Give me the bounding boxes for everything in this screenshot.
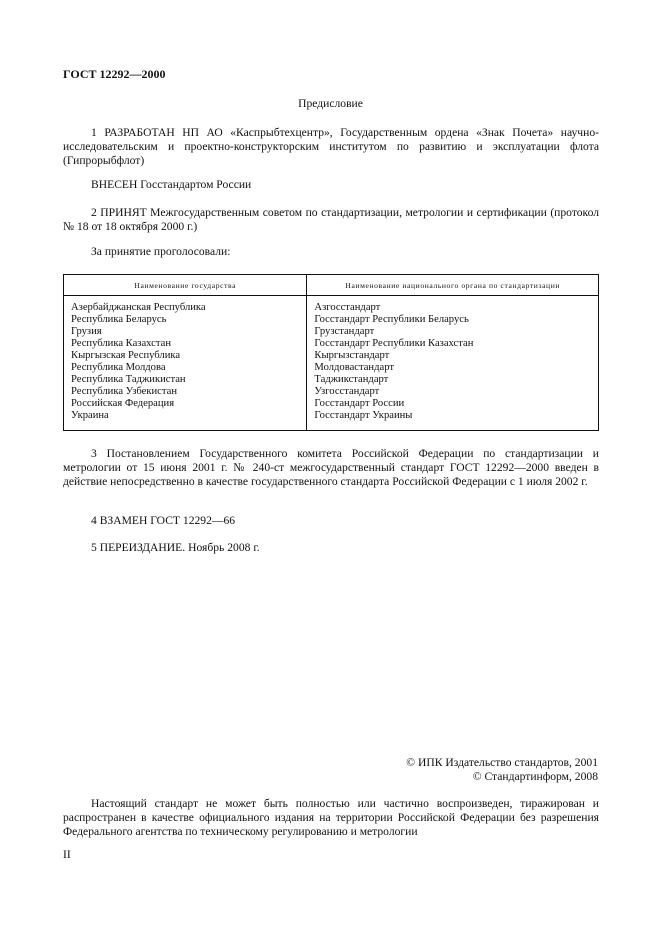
table-cell: Госстандарт Республики Беларусь [314, 314, 469, 325]
table-cell: Российская Федерация [71, 398, 175, 409]
table-cell: Кыргызская Республика [71, 350, 181, 361]
paragraph-enacted-by: 3 Постановлением Государственного комитета Российской Федерации по стандартизации и метрологии от 15 июня 2001 г. № 240-ст межгосударственный стандарт ГОСТ 12292—2000 введен в действие непосредственно в качестве государственного стандарта Российской Федерации с 1 июля 2002 г. [63, 447, 599, 488]
adopted-by-text: Межгосударственным советом по стандартизации, метрологии и сертификации (протокол № 18 от 18 октября 2000 г.) [63, 206, 600, 233]
table-cell: Республика Молдова [71, 362, 166, 373]
table-cell: Республика Беларусь [71, 314, 167, 325]
reissue-text: Ноябрь 2008 г. [185, 541, 260, 554]
standard-code-header: ГОСТ 12292—2000 [63, 67, 166, 81]
developed-by-lead: 1 РАЗРАБОТАН [91, 126, 175, 139]
developed-by-text: НП АО «Каспрыбтехцентр», Государственным ордена «Знак Почета» научно-исследовательским и проектно-конструкторским институтом по развитию и эксплуатации флота (Гипрорыбфлот) [63, 126, 600, 167]
table-cell: Республика Казахстан [71, 338, 172, 349]
paragraph-reissue [91, 541, 260, 555]
paragraph-developed-by [63, 126, 599, 168]
paragraph-replaces [91, 514, 235, 528]
copyright-standartinform: © Стандартинформ, 2008 [472, 770, 598, 783]
adopted-by-lead: 2 ПРИНЯТ [91, 206, 147, 219]
table-cell: Украина [71, 410, 109, 421]
table-cell: Узгосстандарт [314, 386, 380, 397]
reissue-lead: 5 ПЕРЕИЗДАНИЕ. [91, 541, 186, 554]
replaces-lead: 4 ВЗАМЕН [91, 514, 148, 527]
table-cell: Молдовастандарт [314, 362, 394, 373]
table-cell: Азербайджанская Республика [71, 302, 206, 313]
standards-bodies-cell [307, 296, 599, 431]
table-cell: Республика Узбекистан [71, 386, 178, 397]
voted-for-label: За принятие проголосовали: [91, 245, 231, 258]
table-cell: Кыргызстандарт [314, 350, 390, 361]
table-cell: Госстандарт Украины [314, 410, 413, 421]
table-cell: Госстандарт России [314, 398, 405, 409]
preface-title: Предисловие [298, 97, 363, 110]
introduced-by-text: Госстандартом России [137, 178, 252, 191]
voting-states-table [63, 274, 599, 431]
column-header-state: Наименование государства [64, 275, 307, 296]
table-cell: Грузстандарт [314, 326, 375, 337]
reproduction-notice: Настоящий стандарт не может быть полностью или частично воспроизведен, тиражирован и распространен в качестве официального издания на территории Российской Федерации без разрешения Федерального агентства по техническому регулированию и метрологии [63, 797, 599, 838]
table-cell: Грузия [71, 326, 102, 337]
table-cell: Азгосстандарт [314, 302, 381, 313]
state-names-cell [64, 296, 307, 431]
table-cell: Госстандарт Республики Казахстан [314, 338, 474, 349]
column-header-standards-body: Наименование национального органа по стандартизации [307, 275, 599, 296]
copyright-publisher: © ИПК Издательство стандартов, 2001 [406, 756, 598, 769]
table-cell: Республика Таджикистан [71, 374, 186, 385]
paragraph-adopted-by [63, 206, 599, 234]
introduced-by-lead: ВНЕСЕН [91, 178, 138, 191]
replaces-text: ГОСТ 12292—66 [147, 514, 236, 527]
table-header-row [64, 275, 599, 296]
page-number: II [63, 848, 71, 861]
paragraph-introduced-by [91, 178, 251, 192]
table-cell: Таджикстандарт [314, 374, 389, 385]
table-body-row [64, 296, 599, 431]
